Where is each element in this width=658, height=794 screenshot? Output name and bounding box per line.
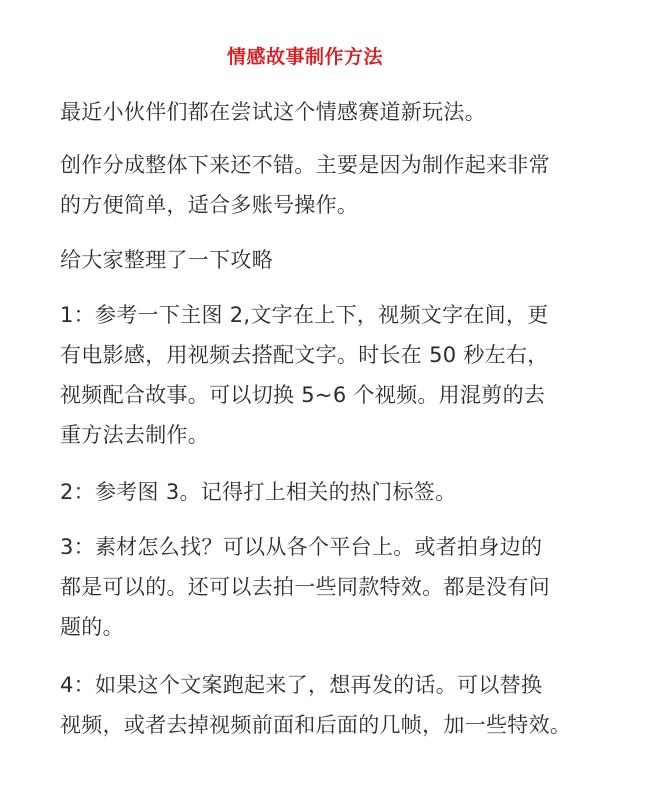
- paragraph-line: 给大家整理了一下攻略: [60, 248, 273, 272]
- paragraph-line: 3：素材怎么找？可以从各个平台上。或者拍身边的: [60, 535, 543, 559]
- paragraph-line: 4：如果这个文案跑起来了，想再发的话。可以替换: [60, 673, 543, 697]
- paragraph-line: 创作分成整体下来还不错。主要是因为制作起来非常: [60, 153, 550, 177]
- paragraph-step-3: [60, 527, 635, 647]
- paragraph-line: 1：参考一下主图 2,文字在上下，视频文字在间，更: [60, 303, 549, 327]
- paragraph-guide-heading: [60, 240, 635, 280]
- paragraph-reason: [60, 145, 635, 225]
- paragraph-step-2: [60, 472, 635, 512]
- paragraph-line: 重方法去制作。: [60, 423, 210, 447]
- paragraph-line: 视频，或者去掉视频前面和后面的几帧，加一些特效。: [60, 713, 572, 737]
- page-title: 情感故事制作方法: [226, 46, 383, 68]
- paragraph-line: 视频配合故事。可以切换 5~6 个视频。用混剪的去: [60, 383, 546, 407]
- paragraph-line: 最近小伙伴们都在尝试这个情感赛道新玩法。: [60, 100, 486, 124]
- paragraph-line: 的方便简单，适合多账号操作。: [60, 193, 359, 217]
- paragraph-step-4: [60, 665, 635, 745]
- paragraph-line: 2：参考图 3。记得打上相关的热门标签。: [60, 480, 457, 504]
- paragraph-line: 都是可以的。还可以去拍一些同款特效。都是没有问: [60, 575, 550, 599]
- paragraph-step-1: [60, 295, 635, 455]
- paragraph-line: 题的。: [60, 615, 124, 639]
- paragraph-line: 有电影感，用视频去搭配文字。时长在 50 秒左右，: [60, 343, 549, 367]
- paragraph-intro: [60, 92, 635, 132]
